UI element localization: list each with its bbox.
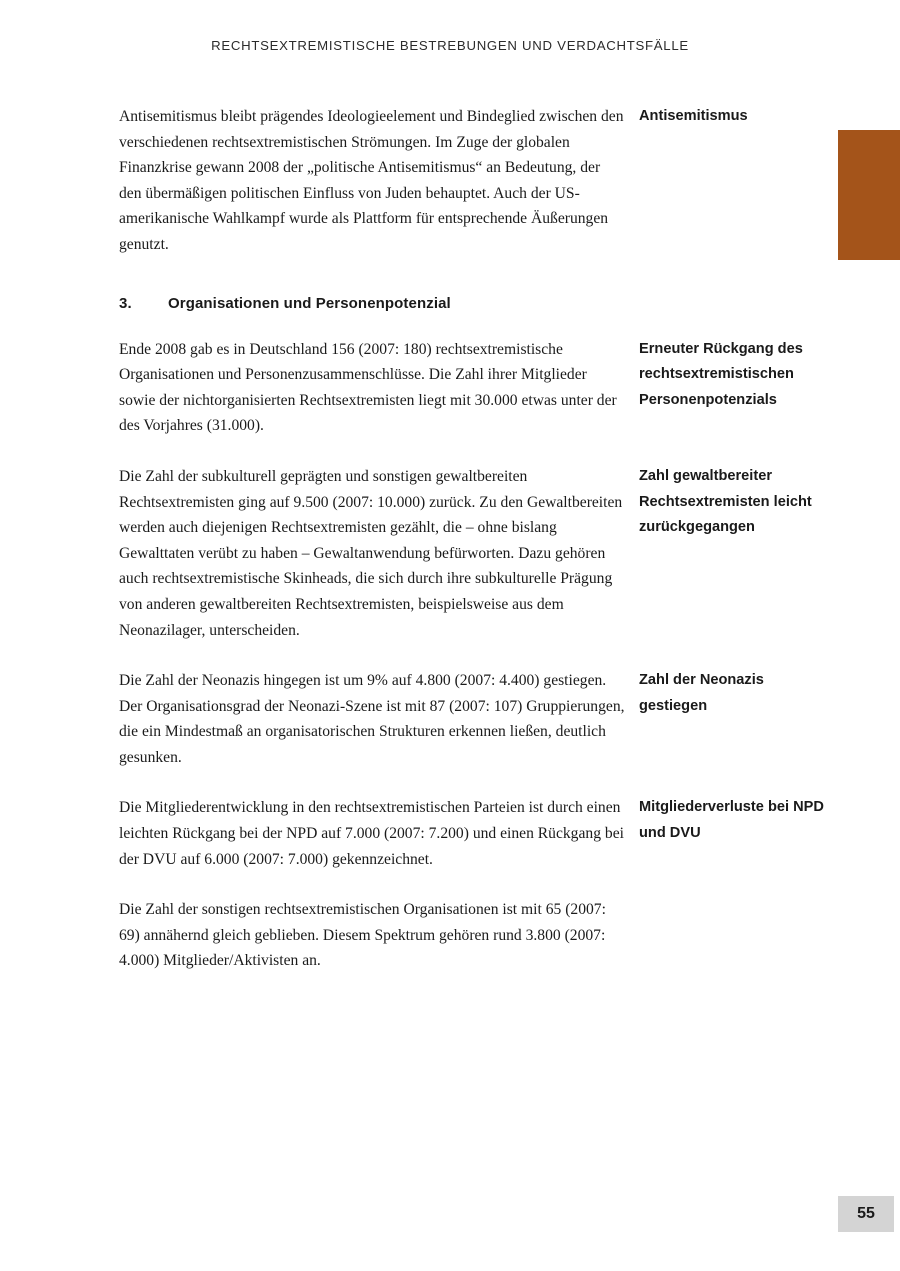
margin-note: Zahl der Neonazis gestiegen: [639, 672, 764, 714]
text-block: [119, 795, 828, 872]
body-paragraph: Die Zahl der Neonazis hingegen ist um 9% auf 4.800 (2007: 4.400) gestiegen. Der Organisationsgrad der Neonazi-Szene ist mit 87 (2007: 107) Gruppierungen, die ein Mindestmaß an organisatorischen Strukturen erkennen ließen, deutlich gesunken.: [119, 672, 625, 766]
spacer: [119, 872, 828, 897]
spacer: [119, 312, 828, 337]
page-content: [119, 104, 828, 974]
text-block: [119, 337, 828, 439]
spacer: [119, 643, 828, 668]
spacer: [119, 258, 828, 295]
body-paragraph: Die Zahl der subkulturell geprägten und sonstigen gewaltbereiten Rechtsextremisten ging auf 9.500 (2007: 10.000) zurück. Zu den Gewaltbereiten werden auch diejenigen Rechtsextremisten gezählt, die – ohne bislang Gewalttaten verübt zu haben – Gewaltanwendung befürworten. Dazu gehören auch rechtsextremistische Skinheads, die sich durch ihre subkulturelle Prägung von anderen gewaltbereiten Rechtsextremisten, beispielsweise aus dem Neonazilager, unterscheiden.: [119, 467, 623, 639]
body-paragraph: Ende 2008 gab es in Deutschland 156 (2007: 180) rechtsextremistische Organisationen und Personenzusammenschlüsse. Die Zahl ihrer Mitglieder sowie der nichtorganisierten Rechtsextremisten liegt mit 30.000 etwas unter der des Vorjahres (31.000).: [119, 340, 617, 435]
margin-note: Mitgliederverluste bei NPD und DVU: [639, 799, 824, 842]
margin-note: Erneuter Rückgang des rechtsextremistischen Personenpotenzials: [639, 340, 803, 408]
body-paragraph: Die Zahl der sonstigen rechtsextremistischen Organisationen ist mit 65 (2007: 69) annähernd gleich geblieben. Diesem Spektrum gehören rund 3.800 (2007: 4.000) Mitglieder/Aktivisten an.: [119, 901, 606, 970]
spacer: [119, 770, 828, 795]
chapter-thumb-tab: [838, 130, 900, 260]
page-number-value: 55: [857, 1205, 875, 1222]
page-number-chip: [838, 1196, 894, 1232]
body-paragraph: Antisemitismus bleibt prägendes Ideologieelement und Bindeglied zwischen den verschiedenen rechtsextremistischen Strömungen. Im Zuge der globalen Finanzkrise gewann 2008 der „politische Antisemitismus“ an Bedeutung, der den übermäßigen politischen Einfluss von Juden behauptet. Auch der US-amerikanische Wahlkampf wurde als Plattform für entsprechende Äußerungen genutzt.: [119, 108, 624, 253]
spacer: [119, 439, 828, 464]
body-paragraph: Die Mitgliederentwicklung in den rechtsextremistischen Parteien ist durch einen leichten Rückgang bei der NPD auf 7.000 (2007: 7.200) und einen Rückgang bei der DVU auf 6.000 (2007: 7.000) gekennzeichnet.: [119, 799, 624, 868]
section-title: Organisationen und Personenpotenzial: [168, 294, 451, 312]
margin-note: Zahl gewaltbereiter Rechtsextremisten leicht zurückgegangen: [639, 467, 812, 536]
text-block: [119, 104, 828, 258]
margin-note: Antisemitismus: [639, 108, 748, 124]
text-block: [119, 668, 828, 770]
running-header: RECHTSEXTREMISTISCHE BESTREBUNGEN UND VERDACHTSFÄLLE: [211, 38, 689, 53]
section-number: 3.: [119, 294, 132, 312]
text-block: [119, 464, 828, 643]
section-heading: [119, 295, 828, 312]
text-block: [119, 897, 828, 974]
